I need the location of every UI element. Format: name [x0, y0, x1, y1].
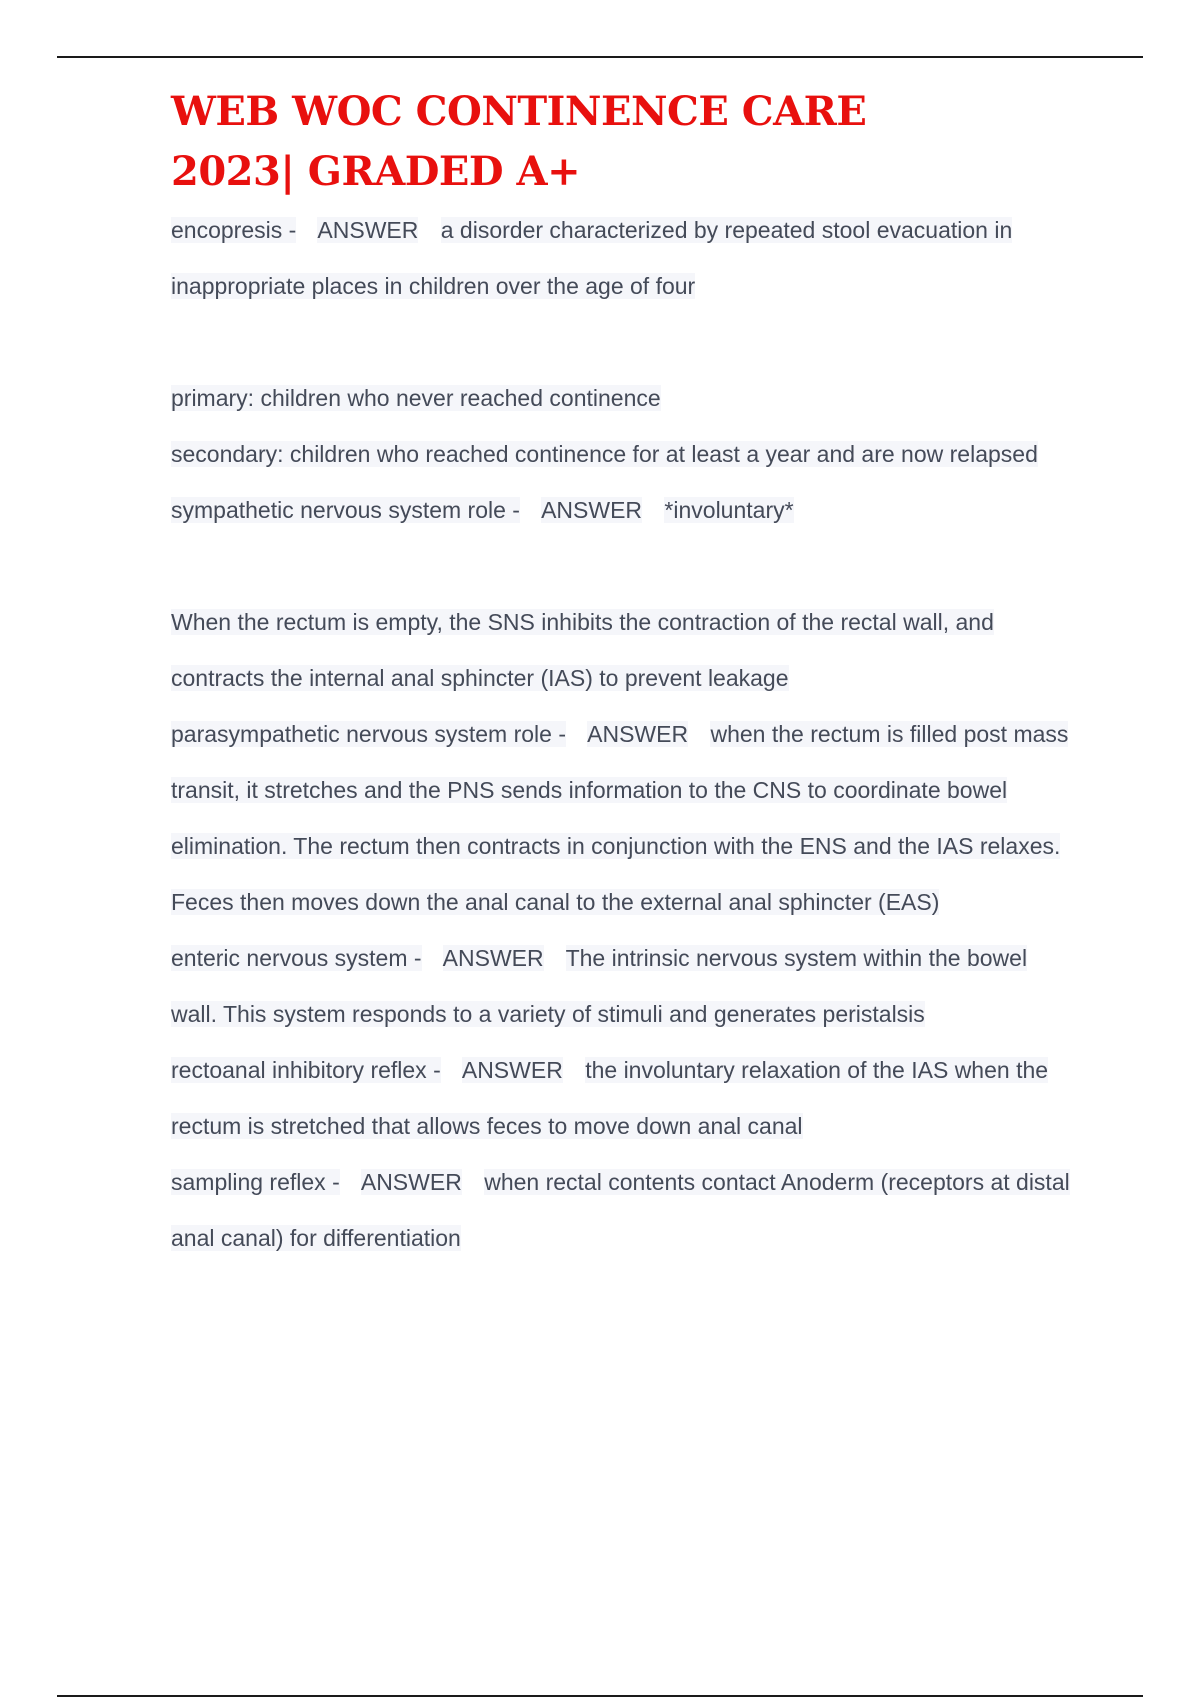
qa-entry-rectoanal: [171, 1042, 1071, 1154]
answer-label: ANSWER: [587, 721, 689, 747]
answer-text: when rectal contents contact Anoderm (receptors at distal anal canal) for differentiation: [171, 1169, 1070, 1251]
answer-label: ANSWER: [541, 497, 643, 523]
answer-text: a disorder characterized by repeated stool evacuation in inappropriate places in children over the age of four: [171, 217, 1013, 299]
bottom-rule: [57, 1695, 1143, 1697]
answer-text: the involuntary relaxation of the IAS when the rectum is stretched that allows feces to move down anal canal: [171, 1057, 1049, 1139]
qa-entry-encopresis: [171, 202, 1071, 314]
document-body: [171, 82, 1071, 1266]
note-text: When the rectum is empty, the SNS inhibits the contraction of the rectal wall, and contracts the internal anal sphincter (IAS) to prevent leakage: [171, 609, 994, 691]
term: parasympathetic nervous system role -: [171, 721, 566, 747]
term: rectoanal inhibitory reflex -: [171, 1057, 441, 1083]
answer-label: ANSWER: [461, 1057, 563, 1083]
answer-text: *involuntary*: [664, 497, 794, 523]
top-rule: [57, 56, 1143, 58]
note-sns: [171, 594, 1071, 706]
qa-entry-sampling: [171, 1154, 1071, 1266]
answer-label: ANSWER: [360, 1169, 462, 1195]
note-text: primary: children who never reached continence: [171, 385, 661, 411]
answer-text: when the rectum is filled post mass transit, it stretches and the PNS sends information to the CNS to coordinate bowel elimination. The rectum then contracts in conjunction with the ENS and the IAS relaxes. Feces then moves down the anal canal to the external anal sphincter (EAS): [171, 721, 1069, 915]
answer-label: ANSWER: [442, 945, 544, 971]
answer-text: The intrinsic nervous system within the bowel wall. This system responds to a variety of stimuli and generates peristalsis: [171, 945, 1028, 1027]
answer-label: ANSWER: [317, 217, 419, 243]
qa-entry-enteric: [171, 930, 1071, 1042]
term: enteric nervous system -: [171, 945, 422, 971]
term: sampling reflex -: [171, 1169, 340, 1195]
document-title: WEB WOC CONTINENCE CARE 2023| GRADED A+: [171, 88, 867, 195]
term: sympathetic nervous system role -: [171, 497, 520, 523]
note-text: secondary: children who reached continence for at least a year and are now relapsed: [171, 441, 1038, 467]
qa-entry-sympathetic: [171, 482, 1071, 538]
qa-entry-parasympathetic: [171, 706, 1071, 930]
note-primary: [171, 370, 1071, 426]
note-secondary: [171, 426, 1071, 482]
term: encopresis -: [171, 217, 297, 243]
